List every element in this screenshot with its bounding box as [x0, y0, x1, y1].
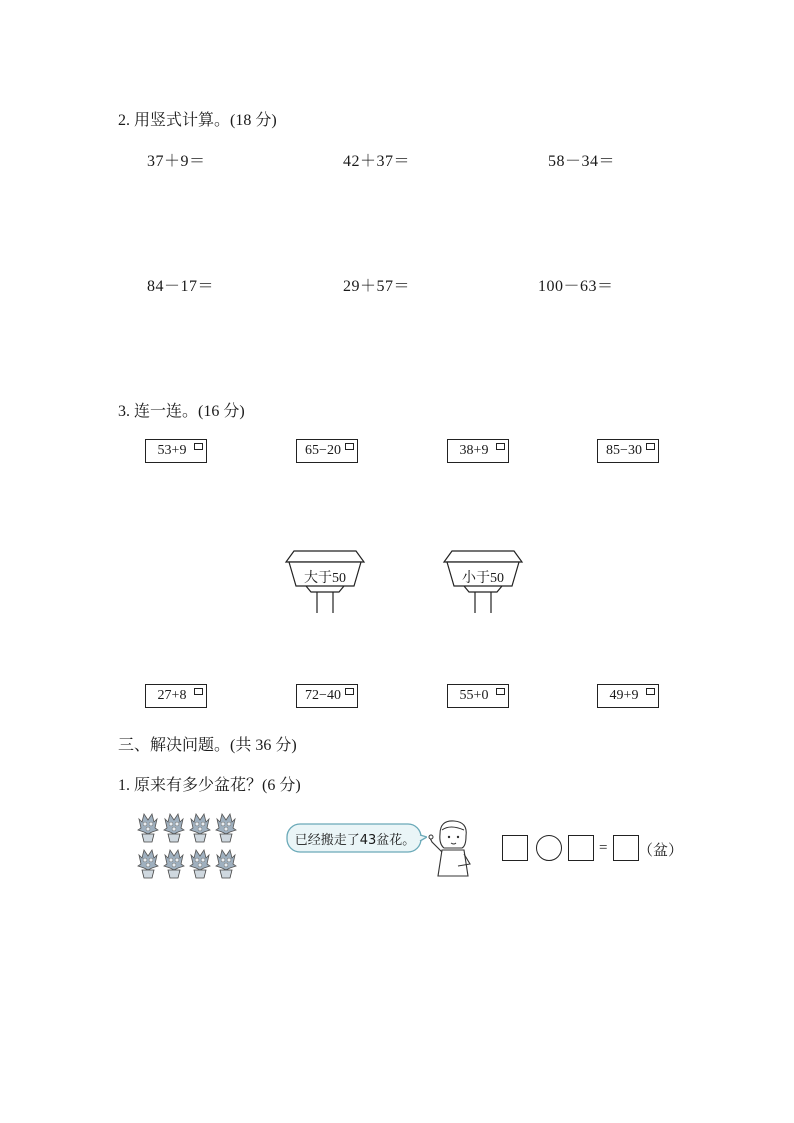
calc-expr-2: 42＋37＝ — [343, 153, 411, 170]
top-card-1[interactable] — [145, 439, 207, 463]
answer-box-2[interactable] — [568, 835, 594, 861]
flower-pots-illustration — [136, 810, 246, 880]
bottom-card-2[interactable] — [296, 684, 358, 708]
card-label: 27+8 — [157, 688, 187, 703]
calc-expr-5: 29＋57＝ — [343, 278, 411, 295]
speech-bubble — [286, 823, 427, 853]
answer-box[interactable] — [345, 443, 354, 450]
section-2-title: 2. 用竖式计算。(18 分) — [118, 112, 277, 129]
top-card-3[interactable] — [447, 439, 509, 463]
bottom-card-4[interactable] — [597, 684, 659, 708]
card-label: 85−30 — [606, 443, 642, 458]
top-card-2[interactable] — [296, 439, 358, 463]
calc-expr-3: 58－34＝ — [548, 153, 616, 170]
stand-greater-than-50[interactable] — [284, 550, 366, 614]
card-label: 53+9 — [157, 443, 187, 458]
equals-sign: = — [599, 840, 608, 856]
stand-label: 小于50 — [462, 571, 504, 586]
answer-box[interactable] — [496, 688, 505, 695]
section-3-title: 3. 连一连。(16 分) — [118, 403, 245, 420]
card-label: 55+0 — [459, 688, 489, 703]
card-label: 49+9 — [609, 688, 639, 703]
speech-text: 已经搬走了43盆花。 — [294, 833, 416, 848]
operator-circle[interactable] — [536, 835, 562, 861]
answer-box[interactable] — [646, 443, 655, 450]
bottom-card-3[interactable] — [447, 684, 509, 708]
calc-expr-4: 84－17＝ — [147, 278, 215, 295]
bottom-card-1[interactable] — [145, 684, 207, 708]
answer-box[interactable] — [194, 443, 203, 450]
card-label: 72−40 — [305, 688, 341, 703]
answer-box[interactable] — [646, 688, 655, 695]
card-label: 38+9 — [459, 443, 489, 458]
answer-box[interactable] — [496, 443, 505, 450]
answer-box[interactable] — [345, 688, 354, 695]
calc-expr-6: 100－63＝ — [538, 278, 614, 295]
unit-label: （盆） — [638, 843, 684, 859]
question-1-title: 1. 原来有多少盆花？(6 分) — [118, 777, 301, 794]
stand-less-than-50[interactable] — [442, 550, 524, 614]
answer-box-3[interactable] — [613, 835, 639, 861]
top-card-4[interactable] — [597, 439, 659, 463]
girl-icon — [428, 818, 476, 878]
calc-expr-1: 37＋9＝ — [147, 153, 206, 170]
part-3-title: 三、解决问题。(共 36 分) — [118, 737, 297, 754]
card-label: 65−20 — [305, 443, 341, 458]
answer-box-1[interactable] — [502, 835, 528, 861]
answer-box[interactable] — [194, 688, 203, 695]
stand-label: 大于50 — [304, 571, 346, 586]
